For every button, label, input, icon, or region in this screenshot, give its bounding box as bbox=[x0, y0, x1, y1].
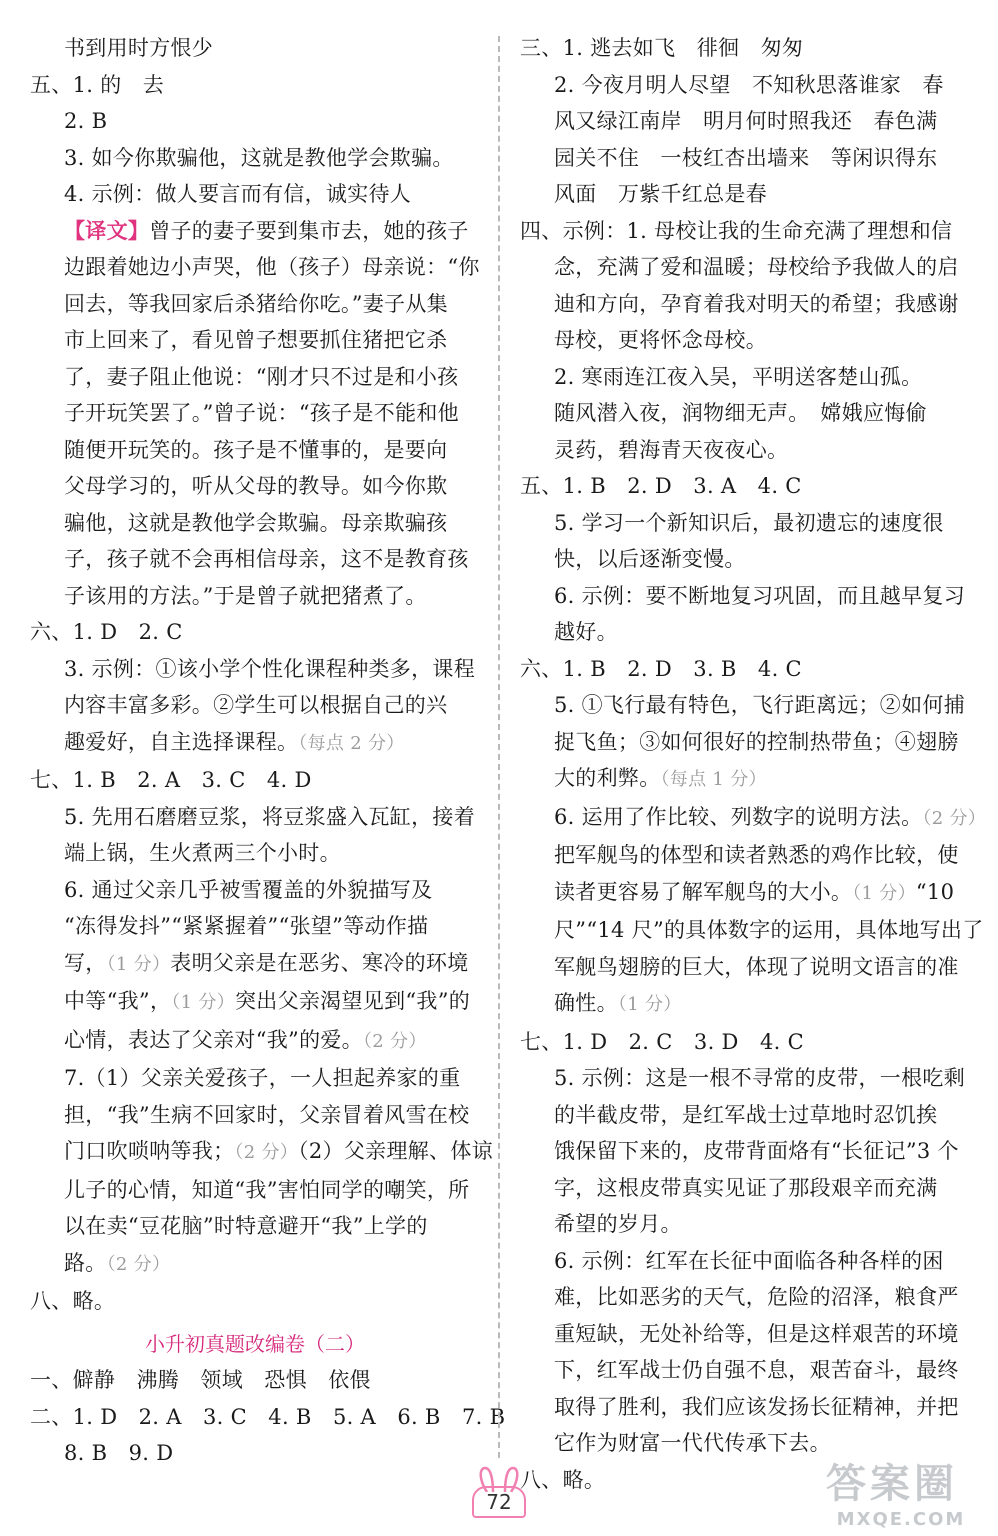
line-text: 内容丰富多彩。②学生可以根据自己的兴 bbox=[64, 693, 448, 717]
answer-line bbox=[520, 912, 984, 949]
answer-line bbox=[30, 1133, 493, 1172]
line-text: 中等“我”， bbox=[64, 989, 172, 1013]
answer-line bbox=[520, 468, 975, 505]
line-text: 确性。 bbox=[554, 991, 618, 1015]
answer-line bbox=[30, 395, 480, 432]
answer-line bbox=[30, 249, 480, 286]
line-text: 母校，更将怀念母校。 bbox=[554, 328, 767, 352]
answer-line bbox=[520, 1060, 975, 1097]
answer-line bbox=[30, 67, 480, 104]
line-text: 六、1. B 2. D 3. B 4. C bbox=[520, 656, 802, 681]
answer-line bbox=[520, 1389, 975, 1426]
watermark-text: 答案圈 bbox=[826, 1461, 958, 1507]
answer-line bbox=[520, 249, 975, 286]
line-text: 二、1. D 2. A 3. C 4. B 5. A 6. B 7. B bbox=[30, 1404, 506, 1429]
answer-line bbox=[520, 432, 975, 469]
answer-line bbox=[30, 835, 480, 872]
line-text: 6. 通过父亲几乎被雪覆盖的外貌描写及 bbox=[64, 877, 433, 902]
line-text: 一、僻静 沸腾 领域 恐惧 依偎 bbox=[30, 1368, 371, 1392]
answer-line bbox=[30, 1245, 480, 1284]
page-number bbox=[472, 1486, 525, 1518]
line-text: 快，以后逐渐变慢。 bbox=[554, 547, 746, 571]
line-text: 读者更容易了解军舰鸟的大小。 bbox=[554, 879, 853, 904]
answer-line bbox=[30, 1172, 480, 1209]
line-text: 端上锅，生火煮两三个小时。 bbox=[64, 841, 341, 865]
line-text: 儿子的心情，知道“我”害怕同学的嘲笑，所 bbox=[64, 1177, 470, 1202]
line-text: 路。 bbox=[64, 1250, 107, 1275]
answer-line bbox=[520, 651, 975, 688]
answer-line bbox=[30, 30, 480, 67]
line-text: 六、1. D 2. C bbox=[30, 620, 183, 644]
line-text: 四、示例：1. 母校让我的生命充满了理想和信 bbox=[520, 218, 953, 243]
line-text: 子开玩笑罢了。”曾子说：“孩子是不能和他 bbox=[64, 401, 459, 425]
answer-line bbox=[520, 837, 975, 874]
line-text: 5. 示例：这是一根不寻常的皮带，一根吃剩 bbox=[554, 1066, 966, 1090]
line-text: 取得了胜利，我们应该发扬长征精神，并把 bbox=[554, 1394, 959, 1419]
line-text: 念，充满了爱和温暖；母校给予我做人的启 bbox=[554, 255, 959, 279]
line-text: 骗他，这就是教他学会欺骗。母亲欺骗孩 bbox=[64, 510, 448, 535]
watermark-logo bbox=[826, 1452, 976, 1530]
line-text: 子，孩子就不会再相信母亲，这不是教育孩 bbox=[64, 547, 469, 571]
line-text: 门口吹唢呐等我； bbox=[64, 1139, 235, 1163]
answer-line bbox=[30, 872, 480, 909]
line-text: 八、略。 bbox=[30, 1289, 116, 1313]
score-note: （2 分） bbox=[234, 1142, 299, 1163]
answer-line bbox=[520, 286, 975, 323]
line-text: 它作为财富一代代传承下去。 bbox=[554, 1431, 831, 1455]
line-text: 3. 如今你欺骗他，这就是教他学会欺骗。 bbox=[64, 145, 454, 170]
answer-line bbox=[520, 1279, 975, 1316]
answer-line bbox=[30, 908, 480, 945]
answer-line bbox=[30, 1022, 480, 1061]
line-text: 的半截皮带，是红军战士过草地时忍饥挨 bbox=[554, 1102, 938, 1127]
answer-line bbox=[30, 359, 480, 396]
answer-line bbox=[520, 578, 975, 615]
line-text: 父母学习的，听从父母的教导。如今你欺 bbox=[64, 474, 448, 498]
right-column bbox=[520, 30, 987, 1498]
answer-line bbox=[520, 30, 975, 67]
answer-line bbox=[30, 1060, 480, 1097]
line-text: 七、1. B 2. A 3. C 4. D bbox=[30, 768, 312, 792]
line-text: 书到用时方恨少 bbox=[64, 36, 214, 60]
answer-line bbox=[30, 432, 480, 469]
score-note: （1 分） bbox=[171, 992, 235, 1013]
line-text: 八、略。 bbox=[520, 1467, 606, 1492]
line-text: 军舰鸟翅膀的巨大，体现了说明文语言的准 bbox=[554, 954, 959, 979]
answer-line bbox=[30, 468, 480, 505]
line-text: 担，“我”生病不回家时，父亲冒着风雪在校 bbox=[64, 1102, 470, 1127]
answer-line bbox=[30, 1362, 480, 1399]
watermark-url: MXQE.COM bbox=[836, 1509, 966, 1530]
answer-line bbox=[520, 1024, 975, 1061]
line-text: 7.（1）父亲关爱孩子，一人担起养家的重 bbox=[64, 1066, 461, 1090]
answer-line bbox=[30, 687, 480, 724]
answer-line bbox=[30, 1097, 480, 1134]
answer-line bbox=[30, 176, 480, 213]
score-note: （1 分） bbox=[617, 994, 682, 1015]
line-text: 随风潜入夜，润物细无声。 嫦娥应悔偷 bbox=[554, 401, 927, 425]
line-text: 回去，等我回家后杀猪给你吃。”妻子从集 bbox=[64, 291, 448, 316]
answer-line bbox=[520, 103, 975, 140]
answer-line bbox=[520, 1316, 975, 1353]
score-note: （每点 1 分） bbox=[660, 769, 767, 790]
answer-line bbox=[520, 687, 975, 724]
line-text-continued: （2）父亲理解、体谅 bbox=[298, 1139, 493, 1163]
line-text: 8. B 9. D bbox=[64, 1441, 174, 1465]
answer-line bbox=[520, 1133, 975, 1170]
line-text: 5. 先用石磨磨豆浆，将豆浆盛入瓦缸，接着 bbox=[64, 804, 476, 829]
answer-line bbox=[30, 983, 480, 1022]
line-text: 趣爱好，自主选择课程。 bbox=[64, 729, 299, 754]
answer-line bbox=[30, 945, 480, 984]
answer-line bbox=[520, 505, 975, 542]
answer-line bbox=[30, 1208, 480, 1245]
line-text: 3. 示例：①该小学个性化课程种类多，课程 bbox=[64, 656, 476, 681]
score-note: （1 分） bbox=[852, 882, 916, 904]
answer-line bbox=[30, 541, 480, 578]
answer-line bbox=[520, 322, 975, 359]
answer-line bbox=[30, 213, 480, 250]
line-text: 边跟着她边小声哭，他（孩子）母亲说：“你 bbox=[64, 255, 480, 279]
bunny-ears-icon bbox=[469, 1466, 529, 1492]
answer-line bbox=[520, 395, 975, 432]
line-text: 七、1. D 2. C 3. D 4. C bbox=[520, 1029, 804, 1054]
answer-line bbox=[30, 1435, 480, 1472]
answer-line bbox=[520, 1097, 975, 1134]
line-text: 心情，表达了父亲对“我”的爱。 bbox=[64, 1027, 363, 1052]
answer-line bbox=[520, 985, 975, 1024]
answer-line bbox=[30, 1283, 480, 1320]
score-note: （1 分） bbox=[106, 953, 171, 975]
answer-line bbox=[520, 213, 975, 250]
column-divider bbox=[498, 36, 500, 1458]
answer-line bbox=[30, 505, 480, 542]
line-text: 随便开玩笑的。孩子是不懂事的，是要向 bbox=[64, 437, 448, 462]
line-text: 重短缺，无处补给等，但是这样艰苦的环境 bbox=[554, 1321, 959, 1346]
line-text: 2. 寒雨连江夜入吴，平明送客楚山孤。 bbox=[554, 364, 923, 389]
line-text: 小升初真题改编卷（二） bbox=[145, 1331, 365, 1356]
line-text: 市上回来了，看见曾子想要抓住猪把它杀 bbox=[64, 328, 448, 352]
line-text: 下，红军战士仍自强不息，艰苦奋斗，最终 bbox=[554, 1358, 959, 1382]
answer-line bbox=[520, 67, 975, 104]
answer-line bbox=[520, 949, 975, 986]
line-text: 越好。 bbox=[554, 620, 618, 644]
line-text-continued: “10 bbox=[915, 879, 955, 904]
answer-line bbox=[520, 1352, 975, 1389]
answer-line bbox=[30, 614, 480, 651]
line-text: 三、1. 逃去如飞 徘徊 匆匆 bbox=[520, 36, 804, 60]
answer-line bbox=[30, 762, 480, 799]
line-text: 曾子的妻子要到集市去，她的孩子 bbox=[149, 218, 469, 243]
line-text: 迪和方向，孕育着我对明天的希望；我感谢 bbox=[554, 291, 959, 316]
answer-line bbox=[30, 1399, 506, 1436]
answer-line bbox=[30, 286, 480, 323]
answer-line bbox=[520, 760, 975, 799]
score-note: （每点 2 分） bbox=[298, 732, 405, 754]
answer-line bbox=[520, 799, 987, 838]
answer-line bbox=[520, 541, 975, 578]
line-text: 以在卖“豆花脑”时特意避开“我”上学的 bbox=[64, 1214, 428, 1238]
line-text: 捉飞鱼；③如何很好的控制热带鱼；④翅膀 bbox=[554, 729, 959, 754]
line-text: 字，这根皮带真实见证了那段艰辛而充满 bbox=[554, 1175, 938, 1200]
line-text: 了，妻子阻止他说：“刚才只不过是和小孩 bbox=[64, 364, 459, 389]
score-note: （2 分） bbox=[362, 1030, 427, 1052]
translation-tag: 【译文】 bbox=[64, 217, 150, 243]
score-note: （2 分） bbox=[922, 807, 987, 829]
line-text: 2. B bbox=[64, 109, 108, 133]
answer-line bbox=[30, 103, 480, 140]
score-note: （2 分） bbox=[106, 1253, 171, 1275]
answer-line bbox=[520, 1243, 975, 1280]
answer-line bbox=[520, 359, 975, 396]
line-text-continued: 表明父亲是在恶劣、寒冷的环境 bbox=[170, 950, 469, 975]
line-text: 4. 示例：做人要言而有信，诚实待人 bbox=[64, 182, 412, 206]
answer-line bbox=[30, 724, 480, 763]
answer-line bbox=[520, 176, 975, 213]
line-text: 风又绿江南岸 明月何时照我还 春色满 bbox=[554, 109, 938, 133]
section-title bbox=[30, 1326, 480, 1363]
line-text: 五、1. 的 去 bbox=[30, 72, 165, 97]
answer-line bbox=[30, 578, 480, 615]
line-text: 灵药，碧海青天夜夜心。 bbox=[554, 437, 789, 462]
answer-line bbox=[30, 651, 480, 688]
page-number-text: 72 bbox=[486, 1490, 512, 1514]
line-text: 风面 万紫千红总是春 bbox=[554, 182, 767, 206]
line-text: 子该用的方法。”于是曾子就把猪煮了。 bbox=[64, 583, 427, 608]
line-text: 6. 示例：红军在长征中面临各种各样的困 bbox=[554, 1248, 944, 1273]
answer-line bbox=[520, 1206, 975, 1243]
line-text: 5. 学习一个新知识后，最初遗忘的速度很 bbox=[554, 510, 944, 535]
answer-line bbox=[520, 140, 975, 177]
line-text-continued: 突出父亲渴望见到“我”的 bbox=[234, 989, 471, 1013]
line-text: “冻得发抖”“紧紧握着”“张望”等动作描 bbox=[64, 914, 429, 938]
line-text: 园关不住 一枝红杏出墙来 等闲识得东 bbox=[554, 145, 938, 170]
line-text: 五、1. B 2. D 3. A 4. C bbox=[520, 474, 802, 498]
left-column bbox=[30, 30, 506, 1472]
answer-line bbox=[520, 1170, 975, 1207]
line-text: 写， bbox=[64, 950, 107, 975]
answer-line bbox=[520, 614, 975, 651]
line-text: 5. ①飞行最有特色，飞行距离远；②如何捕 bbox=[554, 693, 966, 717]
line-text: 尺”“14 尺”的具体数字的运用，具体地写出了 bbox=[554, 918, 984, 942]
line-text: 把军舰鸟的体型和读者熟悉的鸡作比较，使 bbox=[554, 843, 959, 867]
line-text: 饿保留下来的，皮带背面烙有“长征记”3 个 bbox=[554, 1139, 959, 1163]
answer-line bbox=[520, 724, 975, 761]
line-text: 2. 今夜月明人尽望 不知秋思落谁家 春 bbox=[554, 72, 944, 97]
line-text: 希望的岁月。 bbox=[554, 1212, 682, 1236]
line-text: 大的利弊。 bbox=[554, 766, 661, 790]
line-text: 6. 运用了作比较、列数字的说明方法。 bbox=[554, 804, 923, 829]
answer-line bbox=[520, 874, 975, 913]
answer-line bbox=[30, 322, 480, 359]
line-text: 6. 示例：要不断地复习巩固，而且越早复习 bbox=[554, 583, 966, 608]
answer-line bbox=[30, 140, 480, 177]
answer-line bbox=[30, 799, 480, 836]
line-text: 难，比如恶劣的天气，危险的沼泽，粮食严 bbox=[554, 1285, 959, 1309]
